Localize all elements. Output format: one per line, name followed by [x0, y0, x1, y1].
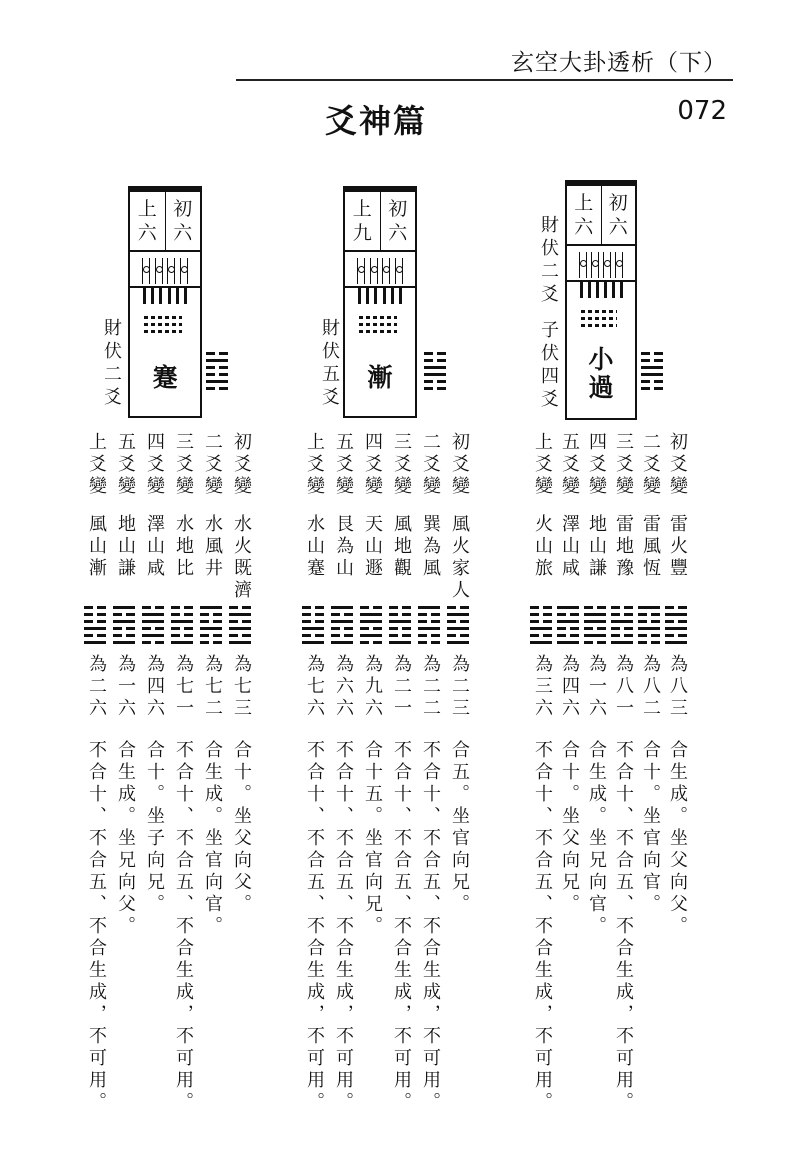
hexagram-line — [638, 627, 660, 630]
chart-bars — [577, 282, 625, 298]
hexagram-line — [302, 627, 324, 630]
hexagram-line — [229, 620, 251, 623]
dot-column — [591, 252, 599, 278]
hexagram-line — [447, 613, 469, 616]
yao-label: 二爻變 — [420, 432, 441, 498]
changed-gua: 天山遯 — [362, 514, 383, 580]
hexagram-line — [302, 613, 324, 616]
hexagram-line — [331, 641, 353, 644]
hexagram-line — [584, 606, 606, 609]
dot-column — [180, 258, 188, 284]
hexagram-line — [389, 613, 411, 616]
chart-xiaoguo — [565, 180, 637, 420]
hexagram-line — [584, 620, 606, 623]
hexagram-line — [206, 359, 228, 362]
bar — [151, 288, 154, 304]
hexagram-line — [530, 627, 552, 630]
hexagram-line — [557, 641, 579, 644]
dot-column — [167, 258, 175, 284]
hexagram-line — [229, 627, 251, 630]
bar — [604, 282, 607, 298]
hexagram-line — [638, 606, 660, 609]
verdict: 合五。坐官向兄。 — [449, 740, 470, 916]
yao-pair-cell: 初 六 — [601, 186, 636, 244]
hexagram-line — [638, 641, 660, 644]
hexagram-line — [142, 634, 164, 637]
hexagram-line — [611, 627, 633, 630]
hexagram-line — [171, 634, 193, 637]
fu-label: 財伏五爻 — [319, 318, 340, 410]
yao-label: 上爻變 — [304, 432, 325, 498]
hexagram-line — [665, 620, 687, 623]
verdict: 不合十、不合五、不合生成，不可用。 — [86, 740, 107, 1114]
hexagram-line — [530, 620, 552, 623]
changed-gua: 風火家人 — [449, 514, 470, 602]
bar — [391, 288, 394, 304]
changed-hexagram — [638, 606, 660, 648]
hexagram-line — [171, 620, 193, 623]
verdict: 不合十、不合五、不合生成，不可用。 — [532, 740, 553, 1114]
hexagram-line — [206, 352, 228, 355]
chart-name: 小 過 — [588, 345, 614, 402]
changed-gua: 水火既濟 — [231, 514, 252, 602]
hexagram-line — [84, 613, 106, 616]
verdict: 不合十、不合五、不合生成，不可用。 — [391, 740, 412, 1114]
bar — [374, 288, 377, 304]
changed-gua: 水地比 — [173, 514, 194, 580]
hexagram-line — [418, 606, 440, 609]
bar — [399, 288, 402, 304]
mini-hex-row — [359, 323, 397, 326]
hexagram-line — [360, 634, 382, 637]
changed-hexagram — [331, 606, 353, 648]
hexagram-line — [229, 613, 251, 616]
gua-number: 為八三 — [667, 654, 688, 720]
hexagram-line — [418, 620, 440, 623]
bar — [596, 282, 599, 298]
chart-divider — [345, 250, 415, 252]
mini-hexagram — [359, 316, 397, 337]
changed-hexagram — [611, 606, 633, 648]
yao-label: 三爻變 — [391, 432, 412, 498]
hexagram-line — [638, 620, 660, 623]
chart-jian2 — [128, 186, 202, 418]
hexagram-line — [360, 620, 382, 623]
hexagram-line — [360, 613, 382, 616]
dot-column — [615, 252, 623, 278]
mini-hexagram — [144, 316, 182, 337]
hexagram-line — [389, 606, 411, 609]
hexagram-line — [389, 641, 411, 644]
verdict: 合十。坐子向兄。 — [144, 740, 165, 916]
hexagram-jian4 — [424, 352, 446, 394]
changed-hexagram — [113, 606, 135, 648]
verdict: 不合十、不合五、不合生成，不可用。 — [304, 740, 325, 1114]
changed-gua: 風地觀 — [391, 514, 412, 580]
verdict: 不合十、不合五、不合生成，不可用。 — [420, 740, 441, 1114]
changed-gua: 雷風恆 — [640, 514, 661, 580]
dot-column — [142, 258, 150, 284]
yao-label: 四爻變 — [144, 432, 165, 498]
yao-label: 三爻變 — [173, 432, 194, 498]
yao-pair-cell: 上 九 — [352, 198, 372, 244]
hexagram-line — [171, 606, 193, 609]
gua-number: 為二三 — [449, 654, 470, 720]
hexagram-line — [584, 613, 606, 616]
yao-label: 二爻變 — [202, 432, 223, 498]
changed-gua: 水山蹇 — [304, 514, 325, 580]
dot-column — [395, 258, 403, 284]
gua-number: 為四六 — [559, 654, 580, 720]
hexagram-line — [557, 627, 579, 630]
hexagram-line — [584, 641, 606, 644]
changed-gua: 火山旅 — [532, 514, 553, 580]
bar — [184, 288, 187, 304]
bar — [588, 282, 591, 298]
gua-number: 為四六 — [144, 654, 165, 720]
bar — [168, 288, 171, 304]
hexagram-line — [641, 352, 663, 355]
hexagram-line — [447, 620, 469, 623]
hexagram-line — [418, 613, 440, 616]
yao-pair — [345, 192, 415, 250]
hexagram-line — [302, 641, 324, 644]
yao-label: 上爻變 — [532, 432, 553, 498]
changed-gua: 澤山咸 — [559, 514, 580, 580]
gua-number: 為八一 — [613, 654, 634, 720]
verdict: 不合十、不合五、不合生成，不可用。 — [173, 740, 194, 1114]
hexagram-line — [665, 627, 687, 630]
bar — [383, 288, 386, 304]
fu-label: 財伏二爻 — [101, 318, 122, 410]
gua-number: 為八二 — [640, 654, 661, 720]
hexagram-line — [142, 606, 164, 609]
gua-number: 為三六 — [532, 654, 553, 720]
changed-hexagram — [447, 606, 469, 648]
mini-hex-row — [581, 324, 617, 327]
verdict: 不合十、不合五、不合生成，不可用。 — [333, 740, 354, 1114]
hexagram-line — [84, 634, 106, 637]
hexagram-line — [424, 366, 446, 369]
hexagram-line — [557, 613, 579, 616]
gua-number: 為七三 — [231, 654, 252, 720]
hexagram-line — [389, 620, 411, 623]
hexagram-line — [302, 634, 324, 637]
chart-bars — [355, 288, 405, 304]
chart-divider — [130, 250, 200, 252]
hexagram-line — [447, 641, 469, 644]
hexagram-line — [171, 627, 193, 630]
gua-number: 為九六 — [362, 654, 383, 720]
gua-number: 為一六 — [115, 654, 136, 720]
verdict: 合十。坐父向父。 — [231, 740, 252, 916]
dot-column — [382, 258, 390, 284]
gua-number: 為一六 — [586, 654, 607, 720]
hexagram-line — [447, 634, 469, 637]
hexagram-line — [206, 387, 228, 390]
chart-name: 蹇 — [152, 363, 178, 392]
hexagram-line — [360, 606, 382, 609]
hexagram-line — [665, 613, 687, 616]
hexagram-line — [424, 352, 446, 355]
hexagram-line — [389, 634, 411, 637]
hexagram-line — [200, 641, 222, 644]
yao-label: 初爻變 — [667, 432, 688, 498]
chart-dots — [140, 258, 190, 284]
hexagram-line — [302, 606, 324, 609]
hexagram-line — [142, 620, 164, 623]
gua-number: 為六六 — [333, 654, 354, 720]
hexagram-line — [418, 634, 440, 637]
fu-label: 財伏二爻 — [538, 215, 559, 307]
changed-hexagram — [530, 606, 552, 648]
changed-gua: 澤山咸 — [144, 514, 165, 580]
changed-hexagram — [584, 606, 606, 648]
hexagram-line — [418, 627, 440, 630]
gua-number: 為七二 — [202, 654, 223, 720]
verdict: 合生成。坐父向父。 — [667, 740, 688, 938]
page-number: 072 — [677, 96, 727, 126]
hexagram-line — [113, 613, 135, 616]
chart-dots — [577, 252, 625, 278]
hexagram-line — [113, 606, 135, 609]
hexagram-line — [641, 359, 663, 362]
hexagram-line — [113, 634, 135, 637]
header-rule — [236, 79, 733, 81]
hexagram-line — [171, 641, 193, 644]
hexagram-line — [229, 641, 251, 644]
yao-pair-cell: 初 六 — [380, 192, 416, 250]
yao-label: 五爻變 — [333, 432, 354, 498]
yao-label: 三爻變 — [613, 432, 634, 498]
hexagram-line — [360, 641, 382, 644]
hexagram-line — [424, 387, 446, 390]
hexagram-xiaoguo — [641, 352, 663, 394]
chart-jian4 — [343, 186, 417, 418]
hexagram-line — [530, 613, 552, 616]
yao-label: 五爻變 — [115, 432, 136, 498]
hexagram-line — [641, 387, 663, 390]
hexagram-line — [113, 620, 135, 623]
hexagram-line — [530, 634, 552, 637]
bar — [612, 282, 615, 298]
dot-column — [357, 258, 365, 284]
bar — [366, 288, 369, 304]
yao-pair — [567, 186, 635, 244]
yao-label: 初爻變 — [449, 432, 470, 498]
hexagram-line — [84, 606, 106, 609]
hexagram-line — [611, 606, 633, 609]
changed-gua: 風山漸 — [86, 514, 107, 580]
changed-gua: 雷火豐 — [667, 514, 688, 580]
mini-hex-row — [144, 323, 182, 326]
fu-label-2: 子伏四爻 — [538, 320, 559, 412]
gua-number: 為七六 — [304, 654, 325, 720]
changed-gua: 雷地豫 — [613, 514, 634, 580]
hexagram-line — [229, 634, 251, 637]
hexagram-line — [641, 373, 663, 376]
changed-gua: 艮為山 — [333, 514, 354, 580]
hexagram-line — [584, 627, 606, 630]
hexagram-line — [200, 634, 222, 637]
mini-hex-row — [144, 330, 182, 333]
hexagram-line — [331, 606, 353, 609]
dot-column — [370, 258, 378, 284]
hexagram-line — [424, 380, 446, 383]
chart-name: 漸 — [367, 363, 393, 392]
hexagram-line — [206, 373, 228, 376]
hexagram-line — [611, 641, 633, 644]
hexagram-line — [200, 620, 222, 623]
hexagram-line — [638, 613, 660, 616]
hexagram-line — [200, 627, 222, 630]
verdict: 合生成。坐兄向官。 — [586, 740, 607, 938]
changed-hexagram — [302, 606, 324, 648]
hexagram-line — [171, 613, 193, 616]
hexagram-line — [331, 627, 353, 630]
mini-hex-row — [359, 316, 397, 319]
hexagram-line — [331, 620, 353, 623]
changed-gua: 巽為風 — [420, 514, 441, 580]
book-title: 玄空大卦透析（下） — [511, 50, 727, 76]
hexagram-line — [84, 641, 106, 644]
hexagram-line — [360, 627, 382, 630]
hexagram-line — [142, 627, 164, 630]
gua-number: 為二一 — [391, 654, 412, 720]
hexagram-line — [611, 620, 633, 623]
hexagram-line — [557, 606, 579, 609]
changed-hexagram — [665, 606, 687, 648]
yao-pair-cell: 初 六 — [165, 192, 201, 250]
changed-hexagram — [360, 606, 382, 648]
hexagram-line — [229, 606, 251, 609]
hexagram-line — [447, 627, 469, 630]
hexagram-line — [200, 606, 222, 609]
hexagram-line — [200, 613, 222, 616]
dot-column — [155, 258, 163, 284]
hexagram-line — [389, 627, 411, 630]
changed-hexagram — [142, 606, 164, 648]
hexagram-line — [418, 641, 440, 644]
verdict: 不合十、不合五、不合生成，不可用。 — [613, 740, 634, 1114]
hexagram-line — [557, 620, 579, 623]
verdict: 合十。坐官向官。 — [640, 740, 661, 916]
hexagram-line — [611, 634, 633, 637]
hexagram-line — [142, 641, 164, 644]
hexagram-line — [641, 366, 663, 369]
bar — [159, 288, 162, 304]
yao-pair-cell: 上 六 — [137, 198, 157, 244]
hexagram-line — [84, 620, 106, 623]
hexagram-line — [113, 641, 135, 644]
bar — [176, 288, 179, 304]
yao-label: 二爻變 — [640, 432, 661, 498]
hexagram-line — [331, 634, 353, 637]
mini-hex-row — [359, 330, 397, 333]
hexagram-line — [447, 606, 469, 609]
hexagram-line — [113, 627, 135, 630]
chart-bars — [140, 288, 190, 304]
chart-dots — [355, 258, 405, 284]
dot-column — [603, 252, 611, 278]
hexagram-line — [142, 613, 164, 616]
yao-label: 四爻變 — [362, 432, 383, 498]
hexagram-line — [665, 641, 687, 644]
hexagram-jian2 — [206, 352, 228, 394]
hexagram-line — [641, 380, 663, 383]
mini-hex-row — [144, 316, 182, 319]
hexagram-line — [530, 606, 552, 609]
hexagram-line — [331, 613, 353, 616]
yao-label: 四爻變 — [586, 432, 607, 498]
verdict: 合生成。坐官向官。 — [202, 740, 223, 938]
changed-hexagram — [84, 606, 106, 648]
verdict: 合生成。坐兄向父。 — [115, 740, 136, 938]
changed-gua: 地山謙 — [586, 514, 607, 580]
hexagram-line — [530, 641, 552, 644]
changed-hexagram — [418, 606, 440, 648]
hexagram-line — [302, 620, 324, 623]
dot-column — [579, 252, 587, 278]
gua-number: 為二六 — [86, 654, 107, 720]
hexagram-line — [611, 613, 633, 616]
bar — [358, 288, 361, 304]
mini-hex-row — [581, 317, 617, 320]
hexagram-line — [584, 634, 606, 637]
changed-hexagram — [200, 606, 222, 648]
mini-hex-row — [581, 310, 617, 313]
changed-gua: 地山謙 — [115, 514, 136, 580]
verdict: 合十五。坐官向兄。 — [362, 740, 383, 938]
hexagram-line — [424, 359, 446, 362]
hexagram-line — [84, 627, 106, 630]
changed-hexagram — [557, 606, 579, 648]
hexagram-line — [665, 606, 687, 609]
chart-divider — [567, 244, 635, 246]
bar — [143, 288, 146, 304]
verdict: 合十。坐父向兄。 — [559, 740, 580, 916]
yao-pair-cell: 上 六 — [574, 192, 594, 238]
changed-hexagram — [171, 606, 193, 648]
yao-label: 五爻變 — [559, 432, 580, 498]
page-title: 爻神篇 — [325, 102, 428, 140]
yao-label: 上爻變 — [86, 432, 107, 498]
changed-hexagram — [389, 606, 411, 648]
changed-gua: 水風井 — [202, 514, 223, 580]
hexagram-line — [557, 634, 579, 637]
hexagram-line — [424, 373, 446, 376]
hexagram-line — [206, 366, 228, 369]
hexagram-line — [206, 380, 228, 383]
hexagram-line — [665, 634, 687, 637]
gua-number: 為七一 — [173, 654, 194, 720]
yao-label: 初爻變 — [231, 432, 252, 498]
bar — [580, 282, 583, 298]
bar — [620, 282, 623, 298]
hexagram-line — [638, 634, 660, 637]
changed-hexagram — [229, 606, 251, 648]
gua-number: 為二二 — [420, 654, 441, 720]
yao-pair — [130, 192, 200, 250]
mini-hexagram — [581, 310, 617, 331]
